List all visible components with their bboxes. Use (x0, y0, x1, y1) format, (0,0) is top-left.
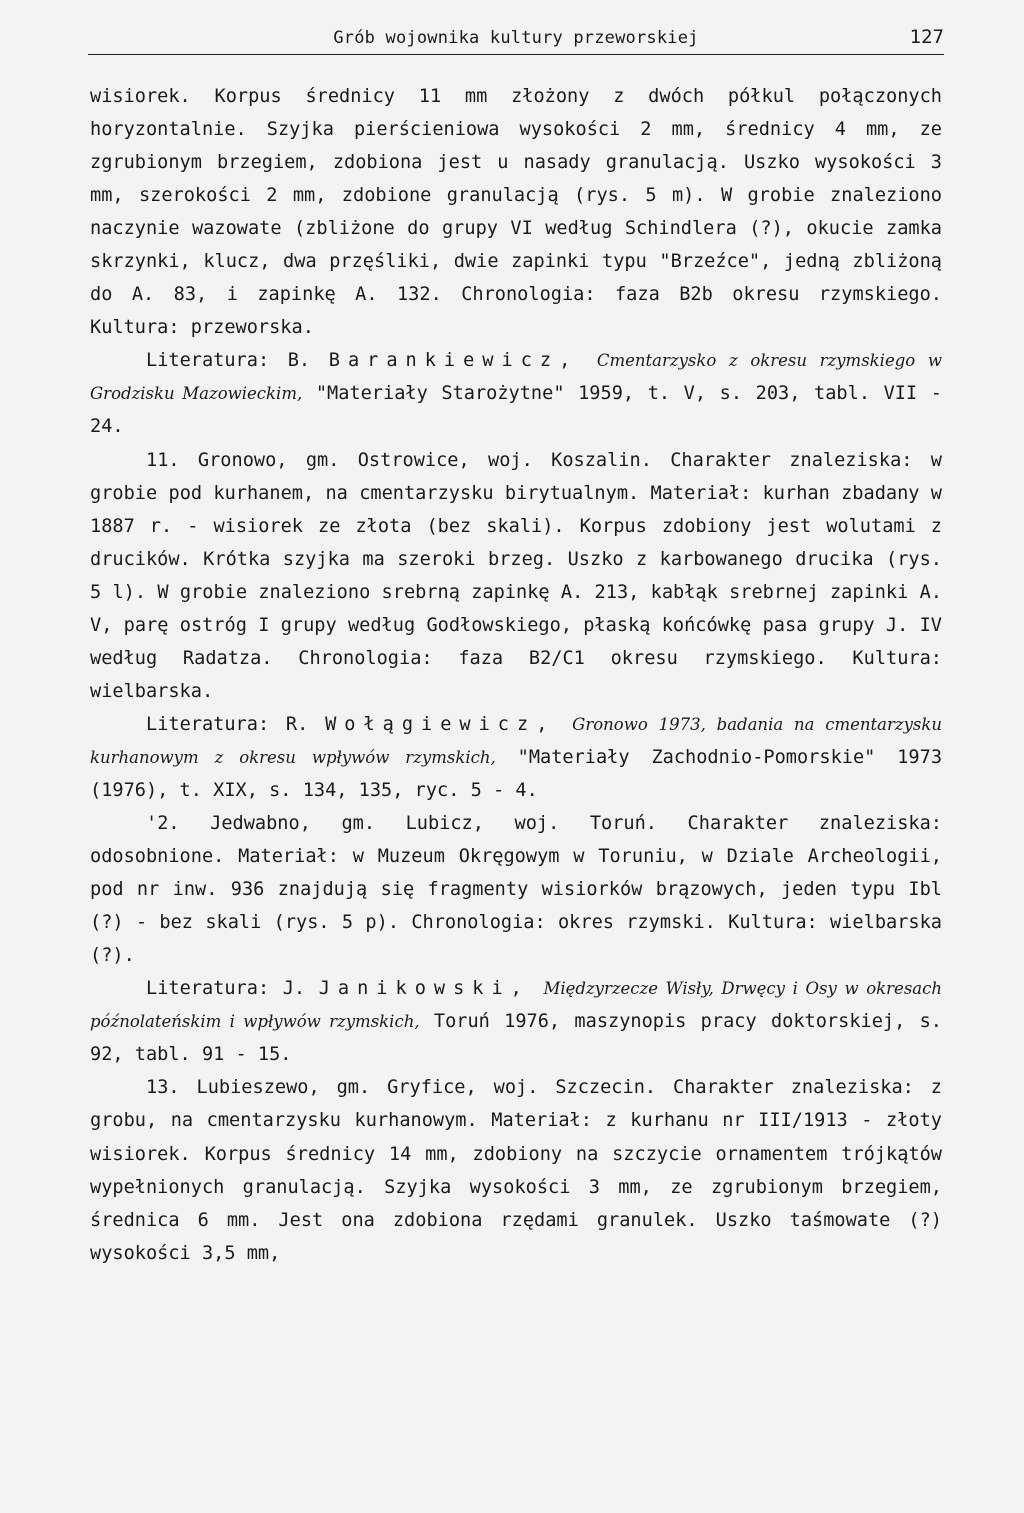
literature-details: "Materiały Zachodnio-Pomorskie" 1973 (1976), t. XIX, s. 134, 135, ryc. 5 - 4. (90, 746, 943, 801)
literature-reference-3 (90, 972, 942, 1071)
literature-author: Wołągiewicz, (325, 713, 556, 735)
literature-author: Barankiewicz, (328, 350, 579, 372)
paragraph-entry-12: '2. Jedwabno, gm. Lubicz, woj. Toruń. Charakter znaleziska: odosobnione. Materiał: w Muzeum Okręgowym w Toruniu, w Dziale Archeologii, pod nr inw. 936 znajdują się fragmenty wisiorków brązowych, jeden typu Ibl (?) - bez skali (rys. 5 p). Chronologia: okres rzymski. Kultura: wielbarska (?). (90, 813, 942, 967)
literature-title: Cmentarzysko z okresu rzymskiego w Grodzisku Mazowieckim, (90, 351, 942, 404)
running-header (88, 24, 944, 55)
paragraph-entry-13: 13. Lubieszewo, gm. Gryfice, woj. Szczecin. Charakter znaleziska: z grobu, na cmentarzysku kurhanowym. Materiał: z kurhanu nr III/1913 - złoty wisiorek. Korpus średnicy 14 mm, zdobiony na szczycie ornamentem trójkątów wypełnionych granulacją. Szyjka wysokości 3 mm, ze zgrubionym brzegiem, średnica 6 mm. Jest ona zdobiona rzędami granulek. Uszko taśmowate (?) wysokości 3,5 mm, (90, 1077, 942, 1264)
literature-lead: Literatura: R. (146, 713, 309, 735)
literature-reference-2 (90, 708, 942, 807)
page-number: 127 (909, 26, 944, 48)
literature-details: "Materiały Starożytne" 1959, t. V, s. 203, tabl. VII - 24. (90, 383, 942, 438)
literature-lead: Literatura: J. (146, 978, 306, 1000)
literature-lead: Literatura: B. (146, 350, 311, 372)
paragraph-entry-11: 11. Gronowo, gm. Ostrowice, woj. Koszalin. Charakter znaleziska: w grobie pod kurhanem, na cmentarzysku birytualnym. Materiał: kurhan zbadany w 1887 r. - wisiorek ze złota (bez skali). Korpus zdobiony jest wolutami z drucików. Krótka szyjka ma szeroki brzeg. Uszko z karbowanego drucika (rys. 5 l). W grobie znaleziono srebrną zapinkę A. 213, kabłąk srebrnej zapinki A. V, parę ostróg I grupy według Godłowskiego, płaską końcówkę pasa grupy J. IV według Radatza. Chronologia: faza B2/C1 okresu rzymskiego. Kultura: wielbarska. (90, 449, 942, 702)
body-text (90, 80, 942, 1270)
literature-title: Międzyrzecze Wisły, Drwęcy i Osy w okresach późnolateńskim i wpływów rzymskich, (90, 979, 942, 1032)
literature-author: Janikowski, (318, 978, 530, 1000)
literature-reference-1 (90, 344, 942, 443)
literature-details: Toruń 1976, maszynopis pracy doktorskiej, s. 92, tabl. 91 - 15. (90, 1011, 942, 1066)
literature-title: Gronowo 1973, badania na cmentarzysku kurhanowym z okresu wpływów rzymskich, (90, 714, 942, 767)
header-title: Grób wojownika kultury przeworskiej (333, 28, 699, 48)
paragraph-grave-description: wisiorek. Korpus średnicy 11 mm złożony z dwóch półkul połączonych horyzontalnie. Szyjka pierścieniowa wysokości 2 mm, średnicy 4 mm, ze zgrubionym brzegiem, zdobiona jest u nasady granulacją. Uszko wysokości 3 mm, szerokości 2 mm, zdobione granulacją (rys. 5 m). W grobie znaleziono naczynie wazowate (zbliżone do grupy VI według Schindlera (?), okucie zamka skrzynki, klucz, dwa przęśliki, dwie zapinki typu "Brzeźce", jedną zbliżoną do A. 83, i zapinkę A. 132. Chronologia: faza B2b okresu rzymskiego. Kultura: przeworska. (90, 86, 942, 339)
